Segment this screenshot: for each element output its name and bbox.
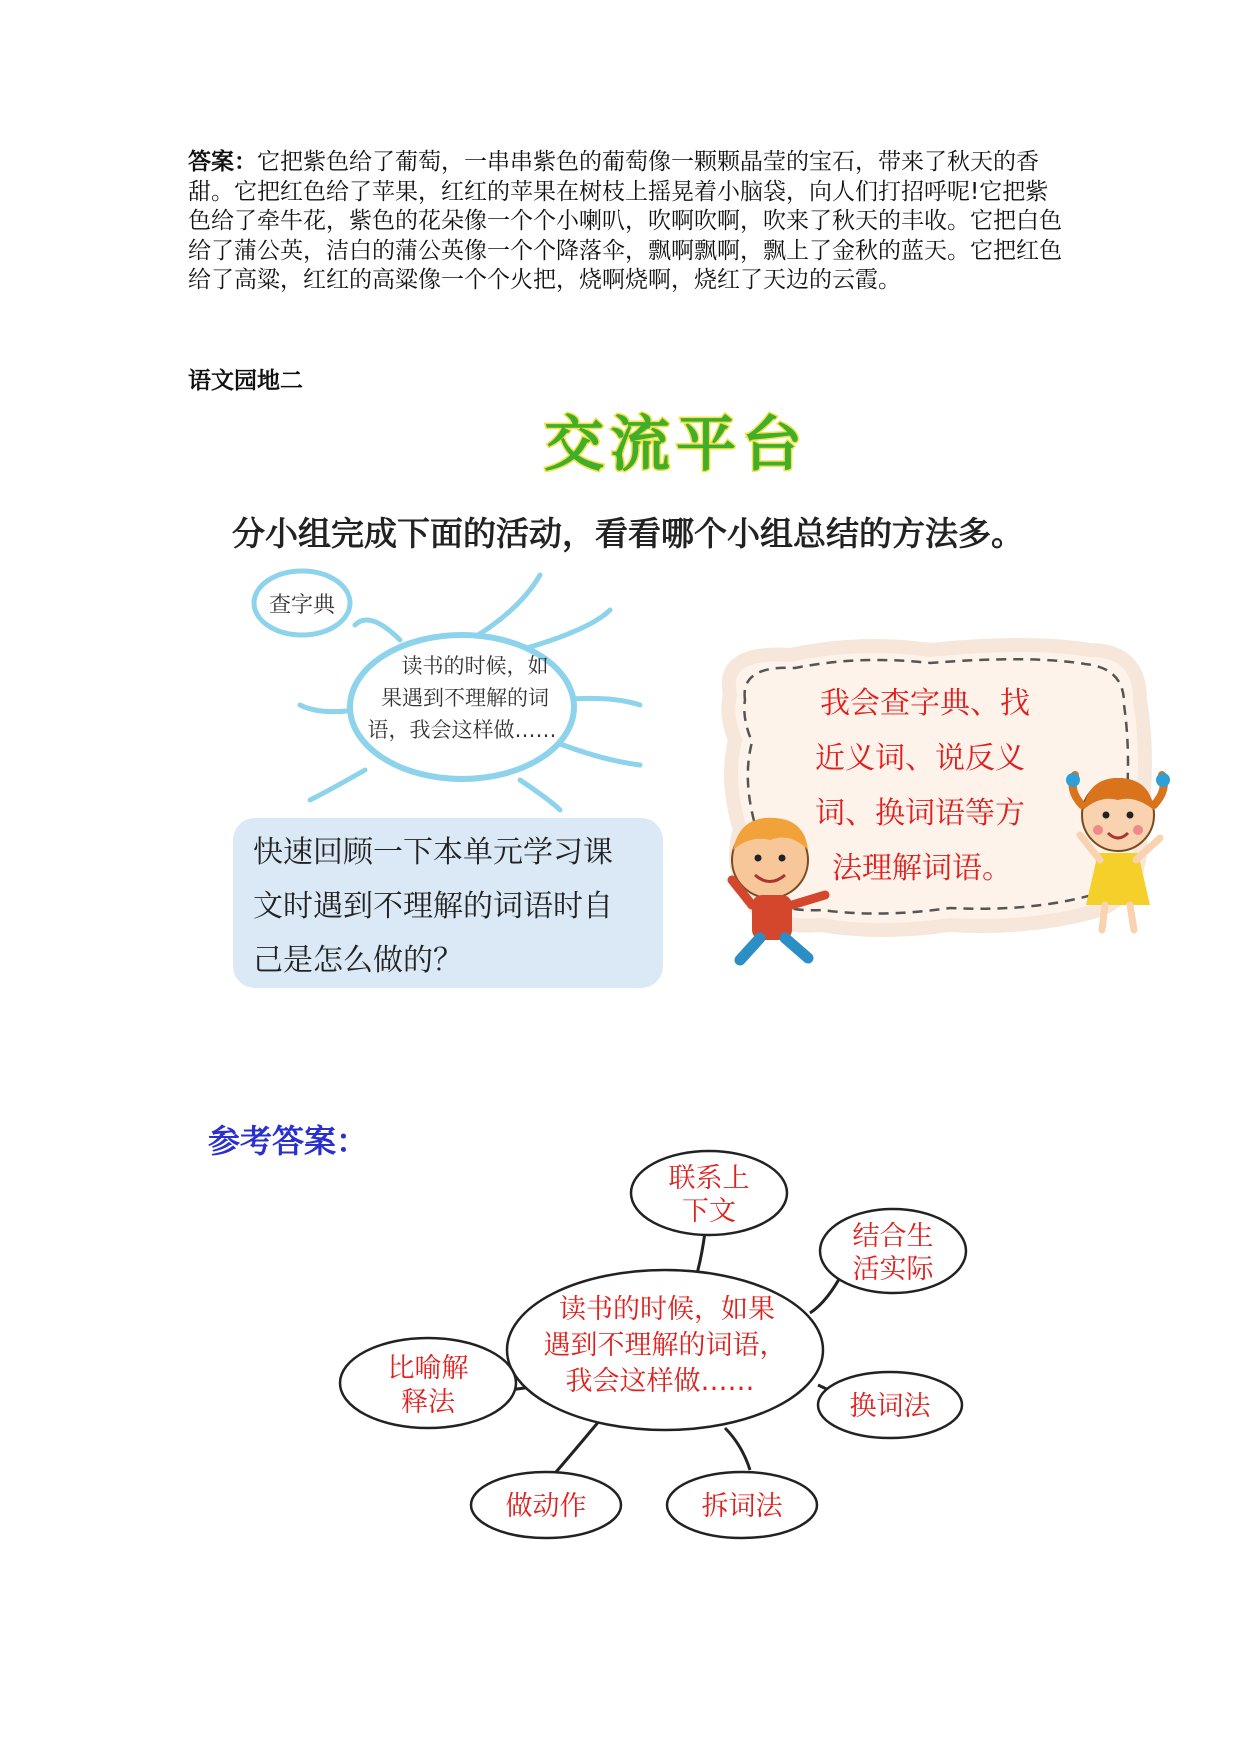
banner-title: 交流平台	[544, 410, 808, 480]
node-life-line-2: 活实际	[852, 1254, 934, 1285]
center-bubble-line-3: 语，我会这样做……	[367, 718, 557, 742]
speech-line-4: 法理解词语。	[832, 851, 1012, 886]
node-life-line-1: 结合生	[852, 1221, 934, 1252]
question-line-3: 己是怎么做的？	[253, 943, 463, 978]
small-bubble-label: 查字典	[268, 593, 336, 618]
reference-center-line-2: 遇到不理解的词语，	[543, 1330, 787, 1361]
speech-line-1: 我会查字典、找	[820, 686, 1030, 721]
node-metaphor-line-2: 释法	[401, 1387, 455, 1418]
node-act-label: 做动作	[505, 1491, 587, 1522]
section-title: 语文园地二	[188, 368, 303, 394]
question-line-2: 文时遇到不理解的词语时自	[253, 889, 613, 924]
question-line-1: 快速回顾一下本单元学习课	[253, 835, 613, 870]
node-split-label: 拆词法	[701, 1491, 783, 1522]
speech-line-2: 近义词、说反义	[815, 741, 1025, 776]
instruction-text: 分小组完成下面的活动，看看哪个小组总结的方法多。	[232, 514, 1024, 553]
speech-line-3: 词、换词语等方	[815, 796, 1025, 831]
reference-center-line-3: 我会这样做……	[565, 1366, 755, 1397]
reference-title: 参考答案：	[208, 1122, 369, 1160]
node-metaphor-line-1: 比喻解	[387, 1353, 469, 1384]
reference-center-line-1: 读书的时候，如果	[559, 1294, 775, 1325]
center-bubble-line-2: 果遇到不理解的词	[381, 686, 549, 710]
node-context-line-1: 联系上	[668, 1163, 750, 1194]
center-bubble-line-1: 读书的时候，如	[401, 654, 549, 678]
answer-text: 它把紫色给了葡萄，一串串紫色的葡萄像一颗颗晶莹的宝石，带来了秋天的香甜。它把红色给了苹果，红红的苹果在树枝上摇晃着小脑袋，向人们打招呼呢!它把紫色给了牵牛花，紫色的花朵像一个个小喇叭，吹啊吹啊，吹来了秋天的丰收。它把白色给了蒲公英，洁白的蒲公英像一个个降落伞，飘啊飘啊，飘上了金秋的蓝天。它把红色给了高粱，红红的高粱像一个个火把，烧啊烧啊，烧红了天边的云霞。	[188, 149, 1062, 293]
answer-label: 答案：	[188, 149, 257, 175]
node-context-line-2: 下文	[682, 1196, 736, 1227]
node-replace-label: 换词法	[849, 1391, 931, 1422]
